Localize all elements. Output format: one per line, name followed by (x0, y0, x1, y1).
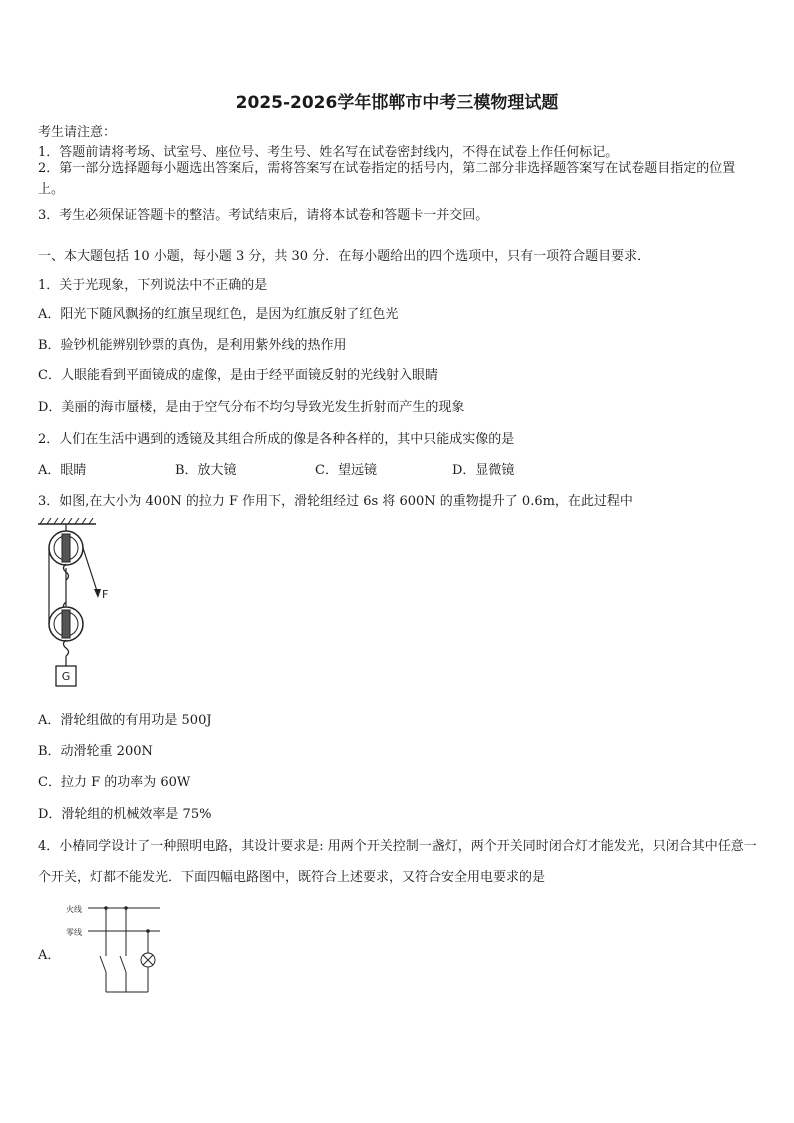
q3-option-b: B．动滑轮重 200N (38, 744, 153, 759)
q2-option-d: D．显微镜 (452, 463, 515, 478)
q3-stem: 3．如图,在大小为 400N 的拉力 F 作用下，滑轮组经过 6s 将 600N 的重物提升了 0.6m，在此过程中 (38, 494, 633, 509)
circuit-figure-a (64, 898, 164, 996)
force-label: F (102, 588, 109, 601)
section-heading: 一、本大题包括 10 小题，每小题 3 分，共 30 分．在每小题给出的四个选项中，只有一项符合题目要求． (38, 249, 651, 264)
notice-header: 考生请注意： (38, 125, 117, 140)
pulley-system-figure (36, 518, 126, 690)
ceiling-hatch (38, 518, 96, 524)
notice-item-2: 2．第一部分选择题每小题选出答案后，需将答案写在试卷指定的括号内，第二部分非选择题答案写在试卷题目指定的位置上。 (38, 161, 736, 197)
switch-2 (120, 956, 126, 972)
force-arrow-head (94, 589, 101, 598)
q1-option-b: B．验钞机能辨别钞票的真伪，是利用紫外线的热作用 (38, 338, 347, 353)
page-title: 2025-2026学年邯郸市中考三模物理试题 (235, 93, 559, 113)
q1-option-c: C．人眼能看到平面镜成的虚像，是由于经平面镜反射的光线射入眼睛 (38, 368, 438, 383)
q2-option-c: C．望远镜 (315, 463, 377, 478)
lamp (141, 953, 155, 967)
q2-option-b: B．放大镜 (175, 463, 237, 478)
live-wire-label: 火线 (66, 905, 82, 914)
q4-stem: 4．小椿同学设计了一种照明电路，其设计要求是: 用两个开关控制一盏灯，两个开关同时闭合灯才能发光，只闭合其中任意一个开关，灯都不能发光．下面四幅电路图中，既符合上述要求，又符合安全用电要求的是 (38, 839, 757, 885)
neutral-wire-label: 零线 (66, 928, 82, 937)
q3-option-c: C．拉力 F 的功率为 60W (38, 775, 191, 790)
movable-pulley (49, 607, 83, 641)
q3-option-d: D．滑轮组的机械效率是 75% (38, 807, 212, 822)
fixed-pulley (49, 531, 83, 565)
notice-item-3: 3．考生必须保证答题卡的整洁。考试结束后，请将本试卷和答题卡一并交回。 (38, 208, 489, 223)
q1-stem: 1．关于光现象，下列说法中不正确的是 (38, 278, 268, 293)
switch-1 (100, 956, 106, 972)
q2-option-a: A．眼睛 (38, 463, 87, 478)
q4-figure-a-label: A． (38, 948, 61, 963)
notice-item-1: 1．答题前请将考场、试室号、座位号、考生号、姓名写在试卷密封线内，不得在试卷上作任何标记。 (38, 145, 619, 160)
q1-option-d: D．美丽的海市蜃楼，是由于空气分布不均匀导致光发生折射而产生的现象 (38, 400, 465, 415)
q2-stem: 2．人们在生活中遇到的透镜及其组合所成的像是各种各样的，其中只能成实像的是 (38, 432, 515, 447)
q3-option-a: A．滑轮组做的有用功是 500J (38, 713, 212, 728)
weight-label: G (61, 670, 71, 683)
q1-option-a: A．阳光下随风飘扬的红旗呈现红色，是因为红旗反射了红色光 (38, 307, 399, 322)
